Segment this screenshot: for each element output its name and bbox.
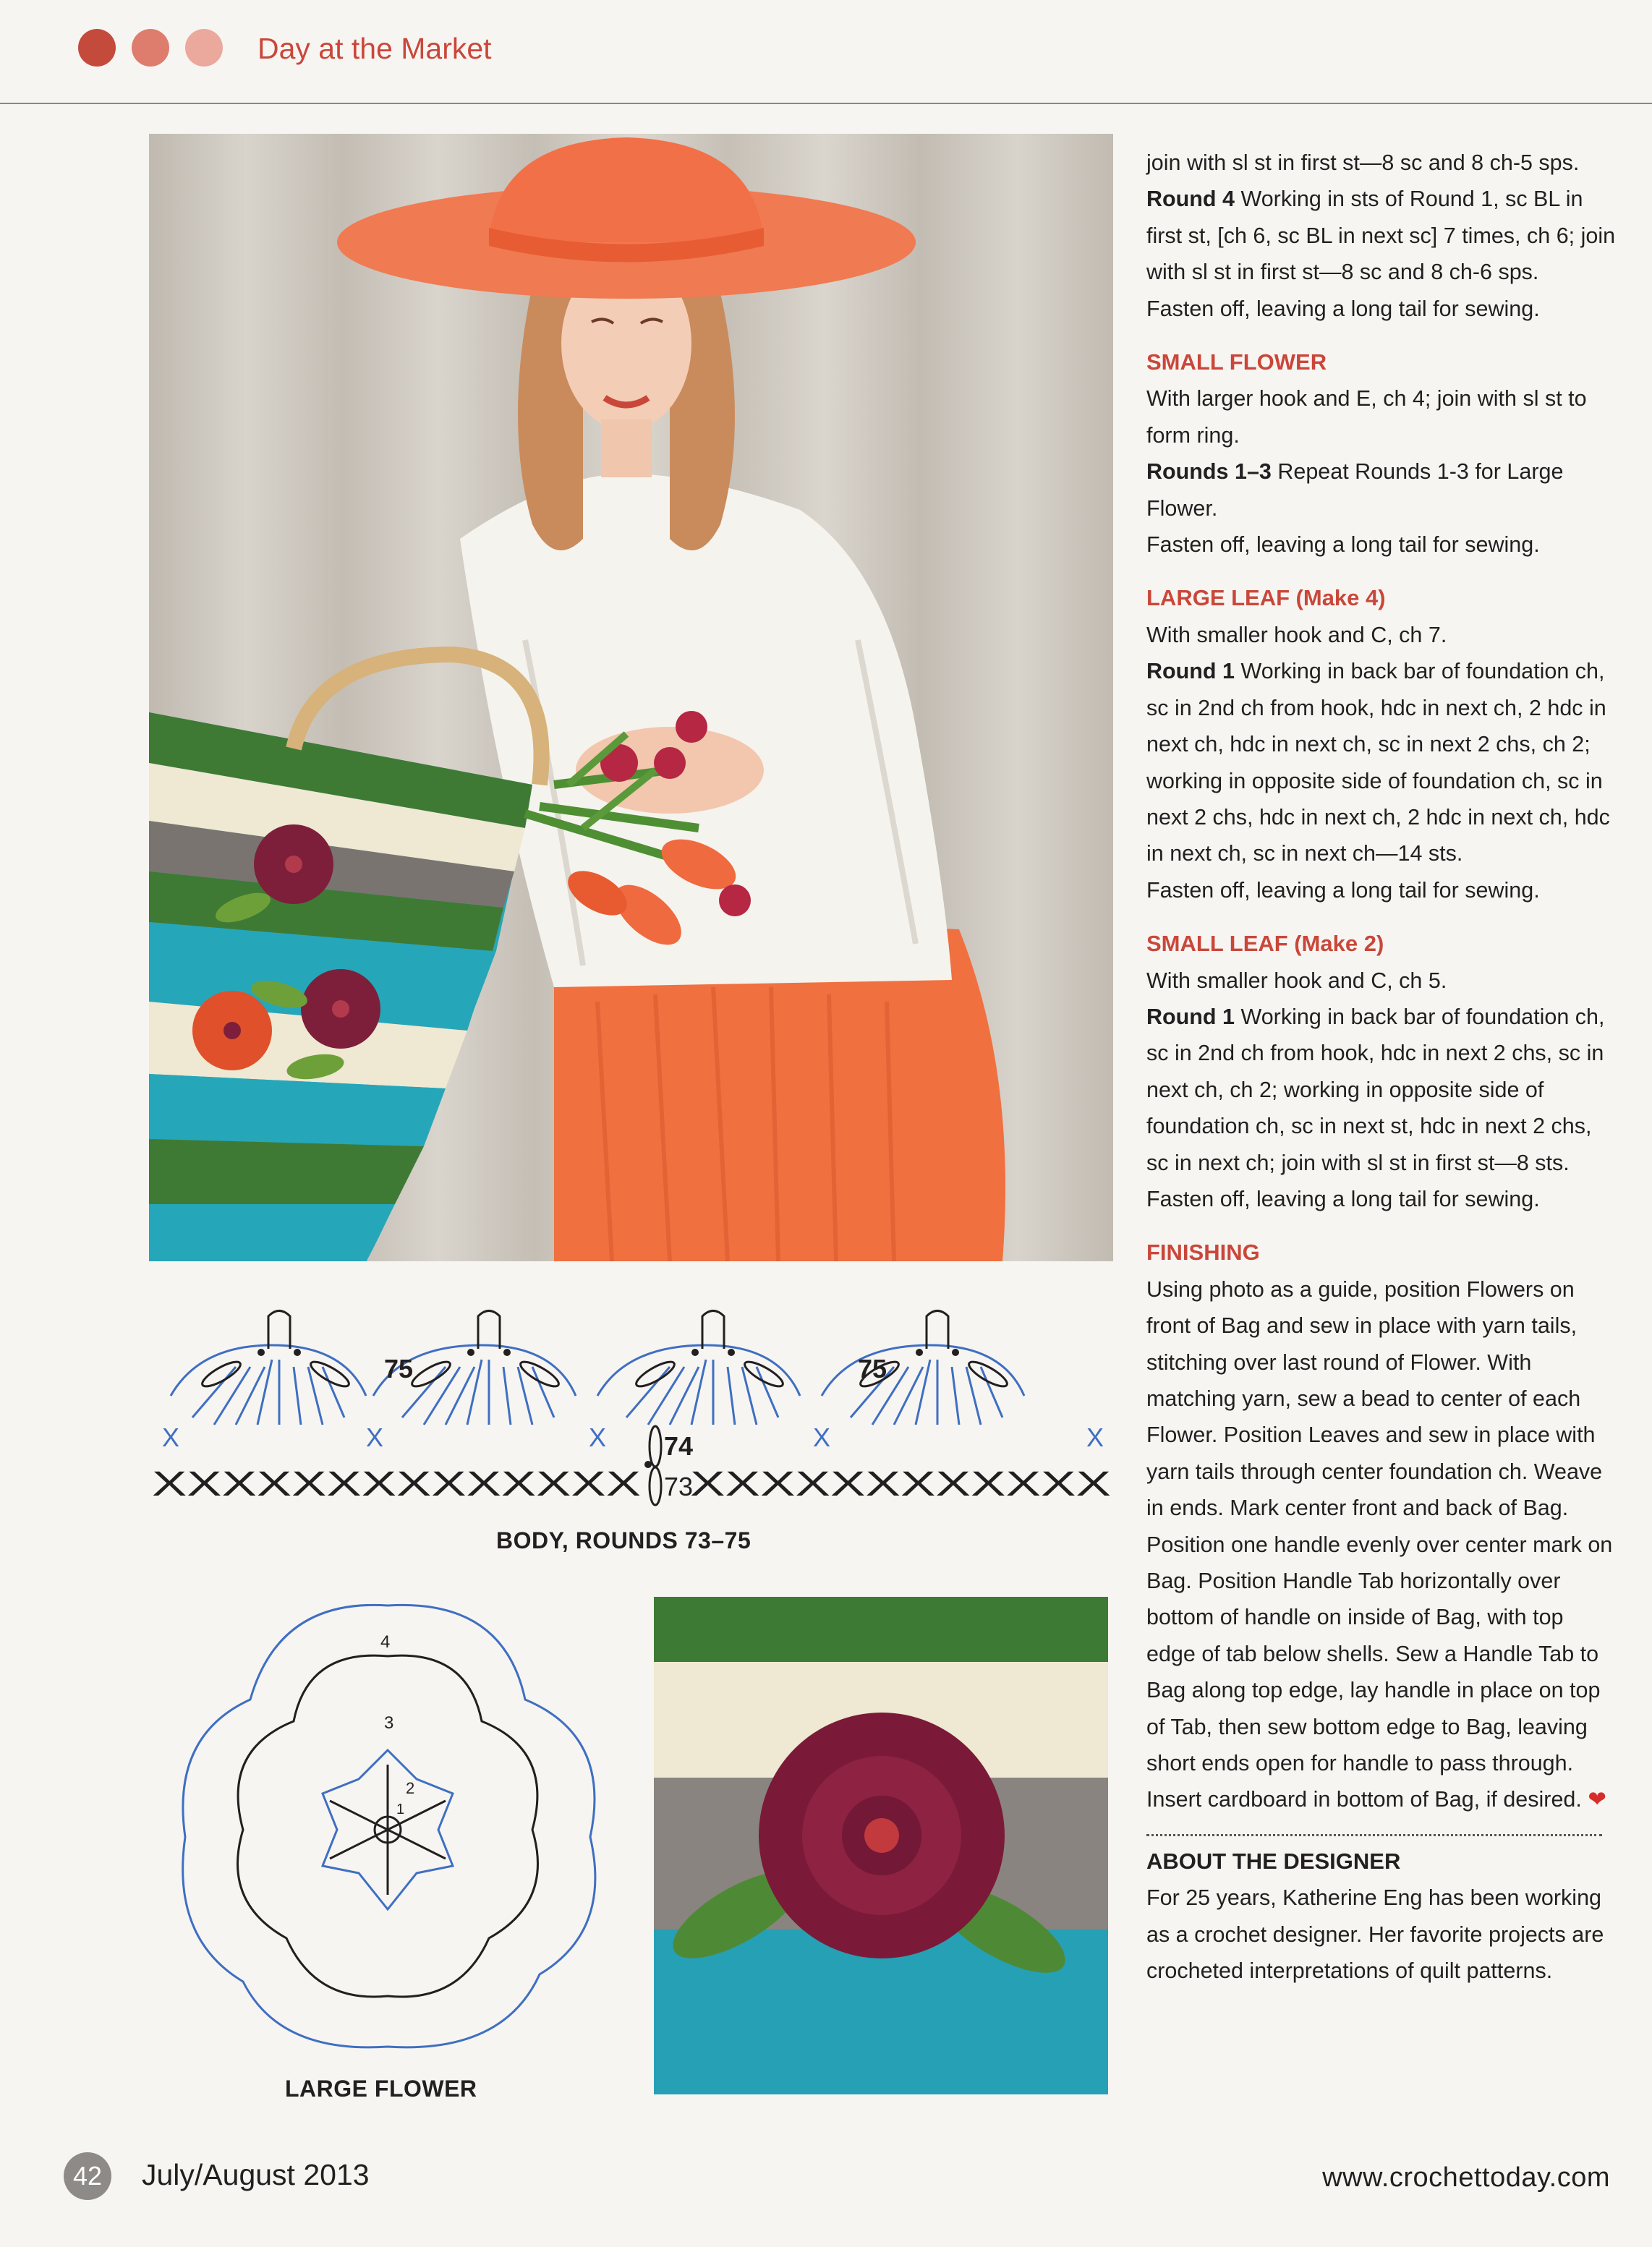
small-leaf-start: With smaller hook and C, ch 5.	[1146, 968, 1447, 993]
svg-text:X: X	[366, 1423, 384, 1452]
section-title: Day at the Market	[257, 32, 492, 65]
flower-label-1: 1	[396, 1802, 405, 1817]
issue-date: July/August 2013	[142, 2158, 370, 2191]
fasten-off-2: Fasten off, leaving a long tail for sewing.	[1146, 532, 1540, 558]
fasten-off-4: Fasten off, leaving a long tail for sewing.	[1146, 1186, 1540, 1211]
flower-label-4: 4	[380, 1632, 391, 1652]
label-row-74: 74	[664, 1431, 694, 1461]
dot-dark	[78, 29, 116, 67]
label-row-73: 73	[664, 1472, 694, 1501]
svg-text:X: X	[162, 1423, 180, 1452]
designer-divider	[1146, 1834, 1602, 1836]
large-leaf-round1	[1146, 653, 1617, 871]
body-chart-caption: BODY, ROUNDS 73–75	[496, 1527, 752, 1553]
fasten-off-3: Fasten off, leaving a long tail for sewing.	[1146, 877, 1540, 903]
large-leaf-round1-label: Round 1	[1146, 659, 1235, 684]
small-leaf-round1	[1146, 999, 1617, 1181]
row-73-stitches-left: XXXXXXXXXXXXXX	[152, 1465, 641, 1504]
dot-medium	[132, 29, 169, 67]
large-leaf-title: LARGE LEAF	[1146, 585, 1290, 611]
finishing-text	[1146, 1271, 1617, 1818]
designer-text: For 25 years, Katherine Eng has been working as a crochet designer. Her favorite projects are crocheted interpretations of quilt patterns.	[1146, 1885, 1604, 1984]
svg-text:X: X	[1086, 1423, 1104, 1452]
flower-label-3: 3	[384, 1713, 394, 1733]
round3-end: join with sl st in first st—8 sc and 8 ch-5 sps.	[1146, 150, 1580, 175]
svg-text:X: X	[589, 1423, 607, 1452]
page-number: 42	[64, 2152, 111, 2200]
flower-label-2: 2	[406, 1779, 415, 1797]
label-row-75-b: 75	[858, 1354, 887, 1383]
finishing-heading: FINISHING	[1146, 1240, 1260, 1266]
large-leaf-start: With smaller hook and C, ch 7.	[1146, 622, 1447, 647]
small-leaf-title: SMALL LEAF	[1146, 931, 1288, 957]
round4-label: Round 4	[1146, 187, 1235, 212]
large-leaf-heading	[1146, 580, 1617, 616]
finishing-body: Using photo as a guide, position Flowers on front of Bag and sew in place with yarn tails, stitching over last round of Flower. With matching yarn, sew a bead to center of each Flower. Position Leaves and sew in place with yarn tails through center foundation ch. Weave in ends. Mark center front and back of Bag. Position one handle evenly over center mark on Bag. Position Handle Tab horizontally over bottom of handle on inside of Bag, with top edge of tab below shells. Sew a Handle Tab to Bag along top edge, lay handle in place on top of Tab, then sew bottom edge to Bag, leaving short ends open for handle to pass through. Insert cardboard in bottom of Bag, if desired.	[1146, 1276, 1613, 1812]
small-flower-start: With larger hook and E, ch 4; join with sl st to form ring.	[1146, 386, 1587, 448]
section-dots	[78, 29, 223, 67]
small-leaf-round1-text: Working in back bar of foundation ch, sc in 2nd ch from hook, hdc in next 2 chs, sc in next ch, ch 2; working in opposite side of foundation ch, sc in next st, hdc in next 2 chs, sc in next ch; join with sl st in first st—8 sts.	[1146, 1004, 1605, 1175]
large-flower-chart	[163, 1584, 612, 2061]
large-leaf-round1-text: Working in back bar of foundation ch, sc in 2nd ch from hook, hdc in next ch, 2 hdc in next ch, hdc in next ch, sc in next 2 chs, ch 2; working in opposite side of foundation ch, sc in next 2 chs, hdc in next ch, 2 hdc in next ch, hdc in next ch, sc in next ch—14 sts.	[1146, 659, 1610, 866]
website-url: www.crochettoday.com	[1322, 2162, 1610, 2193]
small-leaf-round1-label: Round 1	[1146, 1004, 1235, 1029]
svg-text:X: X	[813, 1423, 831, 1452]
round4	[1146, 181, 1617, 290]
main-photo	[149, 134, 1113, 1261]
instructions-column	[1146, 145, 1617, 1990]
small-leaf-heading	[1146, 926, 1617, 962]
round4-text: Working in sts of Round 1, sc BL in first st, [ch 6, sc BL in next sc] 7 times, ch 6; join with sl st in first st—8 sc and 8 ch-6 sps.	[1146, 187, 1616, 285]
large-flower-diagram	[163, 1584, 612, 2061]
header-rule	[0, 103, 1652, 104]
detail-photo-illustration	[654, 1597, 1108, 2094]
body-stitch-diagram	[149, 1302, 1114, 1519]
detail-photo	[654, 1597, 1108, 2094]
flower-chart-caption: LARGE FLOWER	[285, 2076, 477, 2102]
small-flower-rounds	[1146, 453, 1617, 526]
rounds-1-3-text: Repeat Rounds 1-3 for Large Flower.	[1146, 459, 1564, 521]
fasten-off-1: Fasten off, leaving a long tail for sewing.	[1146, 296, 1540, 321]
dot-light	[185, 29, 223, 67]
rounds-1-3-label: Rounds 1–3	[1146, 459, 1272, 485]
designer-heading: ABOUT THE DESIGNER	[1146, 1848, 1401, 1874]
small-flower-heading: SMALL FLOWER	[1146, 349, 1327, 375]
main-photo-illustration	[149, 134, 1113, 1261]
label-row-75-a: 75	[384, 1354, 414, 1383]
body-stitch-chart	[149, 1302, 1114, 1519]
row-73-stitches-right: XXXXXXXXXXXX	[690, 1465, 1111, 1504]
heart-icon: ❤	[1588, 1787, 1606, 1812]
large-leaf-make: (Make 4)	[1295, 585, 1386, 611]
small-leaf-make: (Make 2)	[1294, 931, 1384, 957]
